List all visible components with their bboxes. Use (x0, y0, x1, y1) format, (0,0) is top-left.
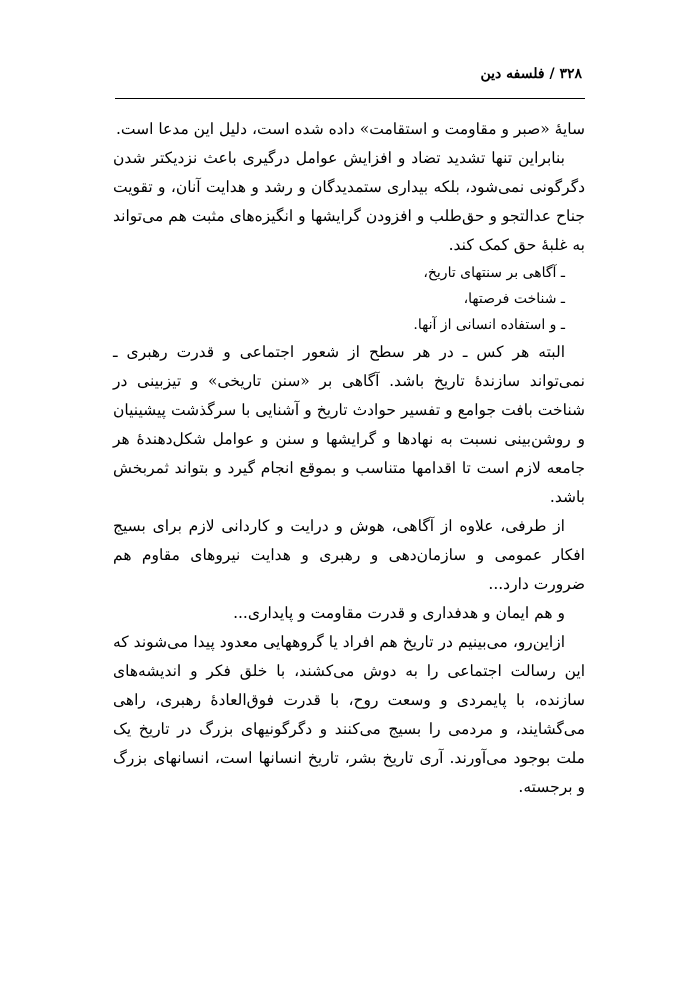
paragraph: سایهٔ «صبر و مقاومت و استقامت» داده شده است، دلیل این مدعا است. (115, 120, 585, 138)
book-title: فلسفه دین (480, 66, 545, 82)
running-header (480, 66, 582, 82)
page-number: ۳۲۸ (559, 66, 582, 82)
list-item: ـ و استفاده انسانی از آنها. (413, 317, 565, 333)
header-separator: / (549, 66, 555, 82)
paragraph: ازاین‌رو، می‌بینیم در تاریخ هم افراد یا گروههایی معدود پیدا می‌شوند که این رسالت اجتماعی را به دوش می‌کشند، با خلق فکر و اندیشه‌های سازنده، با پایمردی و وسعت روح، با قدرت فوق‌العادهٔ رهبری، راهی می‌گشایند، و مردمی را بسیج می‌کنند و دگرگونیهای بزرگ در تاریخ یک ملت بوجود می‌آورند. آری تاریخ بشر، تاریخ انسانها است، انسانهای بزرگ و برجسته. (113, 633, 585, 796)
header-rule (115, 98, 585, 99)
paragraph: و هم ایمان و هدفداری و قدرت مقاومت و پایداری... (233, 604, 565, 622)
list-item: ـ شناخت فرصتها، (463, 291, 565, 307)
list-item: ـ آگاهی بر سنتهای تاریخ، (423, 265, 565, 281)
paragraph: از طرفی، علاوه از آگاهی، هوش و درایت و کاردانی لازم برای بسیج افکار عمومی و سازمان‌دهی و رهبری و هدایت نیروهای مقاوم هم ضرورت دارد... (113, 517, 585, 593)
paragraph: البته هر کس ـ در هر سطح از شعور اجتماعی و قدرت رهبری ـ نمی‌تواند سازندهٔ تاریخ باشد. آگاهی بر «سنن تاریخی» و تیزبینی در شناخت بافت جوامع و تفسیر حوادث تاریخ و آشنایی با سرگذشت پیشینیان و روشن‌بینی نسبت به نهادها و گرایشها و سنن و عوامل شکل‌دهندهٔ هر جامعه لازم است تا اقدامها متناسب و بموقع انجام گیرد و بتواند ثمربخش باشد. (113, 343, 585, 506)
paragraph: بنابراین تنها تشدید تضاد و افزایش عوامل درگیری باعث نزدیکتر شدن دگرگونی نمی‌شود، بلکه بیداری ستمدیدگان و رشد و هدایت آنان، و تقویت جناح عدالتجو و حق‌طلب و افزودن گرایشها و انگیزه‌های مثبت هم می‌تواند به غلبهٔ حق کمک کند. (113, 149, 585, 254)
page-body (113, 115, 585, 802)
